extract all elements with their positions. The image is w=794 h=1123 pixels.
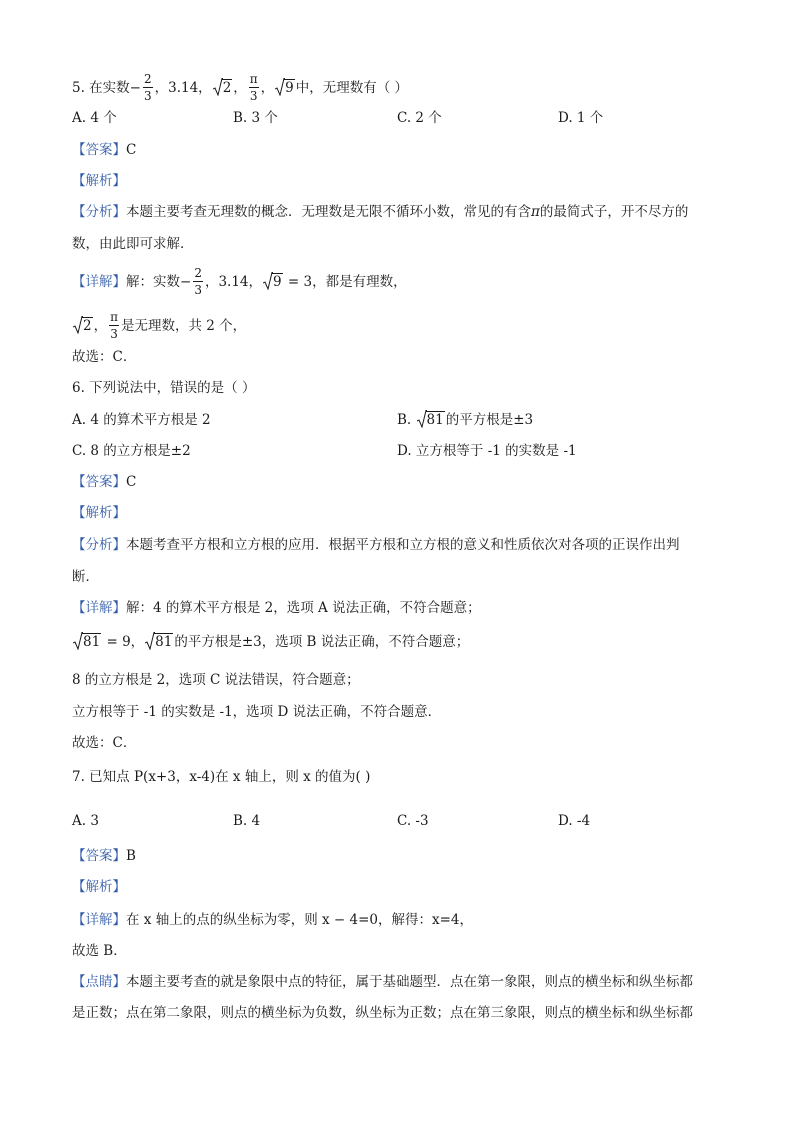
q7-jiexi-tag: 【解析】 [72, 879, 126, 895]
q5-xj2-num: π [110, 310, 118, 324]
q5-answer-tag: 【答案】 [72, 142, 126, 158]
q6-xj2-a: = 9， [102, 634, 145, 650]
q7-dianjing-line2: 是正数；点在第二象限，则点的横坐标为负数，纵坐标为正数；点在第三象限，则点的横坐标和纵坐标都 [72, 1005, 693, 1021]
q5-xj1-c: = 3，都是有理数， [283, 274, 407, 290]
q5-fraction-2-3 [143, 73, 153, 102]
q6-xj2-b: 的平方根是±3，选项 B 说法正确，不符合题意； [174, 634, 470, 650]
q7-dianjing-tag: 【点睛】 [72, 974, 126, 990]
q5-comma2: ， [260, 80, 275, 96]
q6-guxuan: 故选：C． [72, 735, 137, 751]
q5-xiangjie-tag: 【详解】 [72, 274, 126, 290]
q6-xj2-sqrt-81-a: 81 [73, 632, 101, 652]
q6-stem: 6. 下列说法中，错误的是（ ） [72, 380, 256, 396]
q5-fraction-pi-3 [249, 73, 259, 102]
q7-answer-value: B [126, 848, 136, 864]
q6-option-d: D. 立方根等于 -1 的实数是 -1 [397, 443, 577, 459]
q5-xj2-b: 是无理数，共 2 个， [120, 318, 247, 334]
q5-frac-den: 3 [143, 89, 152, 103]
q7-xiangjie-tag: 【详解】 [72, 912, 126, 928]
q6-xj2-sqrt-81-b: 81 [145, 632, 173, 652]
q5-fenxi-text-a: 本题主要考查无理数的概念．无理数是无限不循环小数，常见的有含 [126, 204, 531, 220]
q5-fenxi-pi: π [531, 204, 540, 220]
q6-xiangjie-line4: 立方根等于 -1 的实数是 -1，选项 D 说法正确，不符合题意． [72, 704, 442, 720]
q7-option-c: C. -3 [397, 813, 429, 829]
q5-neg-sign: − [129, 80, 141, 96]
q6-answer [72, 472, 136, 492]
q5-xj2-sqrt-2: 2 [73, 316, 93, 336]
q5-pi-den: 3 [249, 89, 258, 103]
q5-frac-num: 2 [143, 72, 152, 86]
q6-xj1-text: 解：4 的算术平方根是 2，选项 A 说法正确，不符合题意； [126, 600, 481, 616]
q5-fenxi-line2: 数，由此即可求解． [72, 236, 194, 252]
q5-option-a: A. 4 个 [72, 110, 117, 126]
q5-xj1-neg: − [180, 274, 192, 290]
q6-fenxi-tag: 【分析】 [72, 537, 126, 553]
q5-xj1-a: 解：实数 [126, 274, 180, 290]
q5-xj2-fraction [109, 311, 119, 340]
q7-option-a: A. 3 [72, 813, 99, 829]
q6-answer-value: C [126, 474, 137, 490]
q5-option-c: C. 2 个 [397, 110, 442, 126]
q5-fenxi-text-b: 的最简式子，开不尽方的 [539, 204, 689, 220]
q7-stem: 7. 已知点 P(x+3，x-4)在 x 轴上，则 x 的值为( ) [72, 769, 371, 785]
q7-option-b: B. 4 [233, 813, 261, 829]
q7-answer-tag: 【答案】 [72, 848, 126, 864]
q5-jiexi-tag: 【解析】 [72, 173, 126, 189]
q5-xj1-b: ，3.14， [204, 274, 263, 290]
q6-xiangjie-line1 [72, 598, 481, 618]
q5-fenxi-tag: 【分析】 [72, 204, 126, 220]
q6-fenxi-line2: 断． [72, 569, 99, 585]
q7-answer [72, 846, 136, 866]
q5-sqrt-9: 9 [275, 78, 295, 98]
q6-optb-sqrt-81: 81 [417, 410, 445, 430]
q5-xj1-num: 2 [194, 266, 202, 280]
q5-pi-num: π [249, 72, 258, 86]
q6-xiangjie-line3: 8 的立方根是 2，选项 C 说法错误，符合题意； [72, 672, 360, 688]
q5-xj2-a: ， [93, 318, 108, 334]
q6-option-a: A. 4 的算术平方根是 2 [72, 412, 211, 428]
q6-xiangjie-line2 [72, 632, 469, 652]
q5-stem [72, 74, 408, 103]
q5-option-b: B. 3 个 [233, 110, 278, 126]
q7-dianjing-line1 [72, 972, 693, 992]
q6-jiexi-tag: 【解析】 [72, 505, 126, 521]
q7-dj1-text: 本题主要考查的就是象限中点的特征，属于基础题型．点在第一象限，则点的横坐标和纵坐标都 [126, 974, 693, 990]
q7-xj1-text: 在 x 轴上的点的纵坐标为零，则 x − 4=0，解得：x=4， [126, 912, 473, 928]
q6-fenxi-line1 [72, 535, 680, 555]
q5-value-314: ，3.14， [154, 80, 212, 96]
q7-xiangjie-line1 [72, 910, 473, 930]
q6-xiangjie-tag: 【详解】 [72, 600, 126, 616]
q6-option-c: C. 8 的立方根是±2 [72, 443, 191, 459]
q6-answer-tag: 【答案】 [72, 474, 126, 490]
q5-xiangjie-line1 [72, 268, 407, 297]
q7-option-d: D. -4 [558, 813, 591, 829]
q5-xj1-sqrt-9: 9 [263, 272, 283, 292]
q5-option-d: D. 1 个 [558, 110, 604, 126]
q5-sqrt-2: 2 [213, 78, 233, 98]
q6-optb-text: 的平方根是±3 [445, 412, 534, 428]
q5-guxuan: 故选：C． [72, 349, 137, 365]
q7-guxuan: 故选 B． [72, 943, 127, 959]
q6-fenxi-text: 本题考查平方根和立方根的应用．根据平方根和立方根的意义和性质依次对各项的正误作出判 [126, 537, 680, 553]
q5-answer-value: C [126, 142, 137, 158]
q5-suffix: 中，无理数有（ ） [295, 80, 409, 96]
q5-xj2-den: 3 [110, 327, 118, 341]
q5-answer [72, 140, 136, 160]
q6-option-b [397, 410, 533, 430]
q5-prefix: 5. 在实数 [72, 80, 130, 96]
q5-fenxi-line1 [72, 202, 688, 222]
q5-comma: ， [233, 80, 247, 96]
q5-xj1-den: 3 [194, 283, 202, 297]
q5-xj1-fraction [193, 267, 203, 296]
q5-xiangjie-line2 [72, 312, 246, 341]
q6-optb-label: B. [397, 412, 416, 428]
